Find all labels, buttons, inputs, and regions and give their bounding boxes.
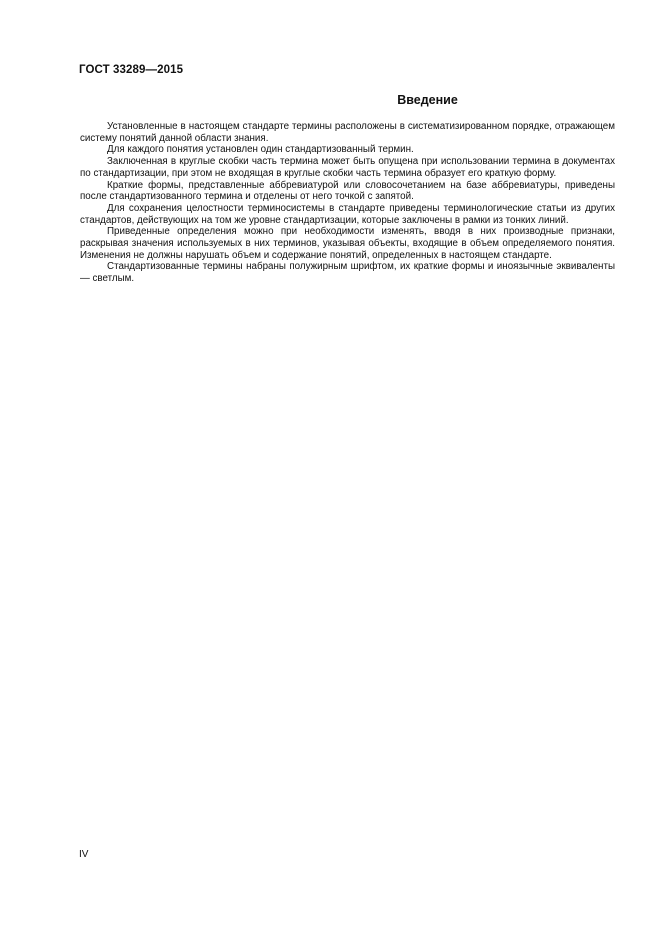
paragraph: Для каждого понятия установлен один стандартизованный термин. (107, 144, 414, 156)
page-number: IV (79, 849, 89, 860)
paragraph: Заключенная в круглые скобки часть термина может быть опущена при использовании термина в документах по стандартизации, при этом не входящая в круглые скобки часть термина образует его краткую форму. (80, 156, 615, 179)
paragraph: Установленные в настоящем стандарте термины расположены в систематизированном порядке, отражающем систему понятий данной области знания. (80, 121, 615, 144)
section-title (80, 93, 615, 107)
paragraph: Приведенные определения можно при необходимости изменять, вводя в них производные признаки, раскрывая значения используемых в них терминов, указывая объекты, входящие в объем определяемого понятия. Изменения не должны нарушать объем и содержание понятий, определенных в настоящем стандарте. (80, 226, 615, 261)
introduction-body (80, 121, 615, 285)
paragraph: Стандартизованные термины набраны полужирным шрифтом, их краткие формы и иноязычные эквиваленты — светлым. (80, 261, 615, 285)
paragraph: Для сохранения целостности терминосистемы в стандарте приведены терминологические статьи из других стандартов, действующих на том же уровне стандартизации, которые заключены в рамки из тонких линий. (80, 202, 615, 226)
paragraph: Краткие формы, представленные аббревиатурой или словосочетанием на базе аббревиатуры, приведены после стандартизованного термина и отделены от него точкой с запятой. (80, 179, 615, 203)
document-header: ГОСТ 33289—2015 (79, 64, 184, 76)
section-title-text: Введение (397, 93, 458, 107)
